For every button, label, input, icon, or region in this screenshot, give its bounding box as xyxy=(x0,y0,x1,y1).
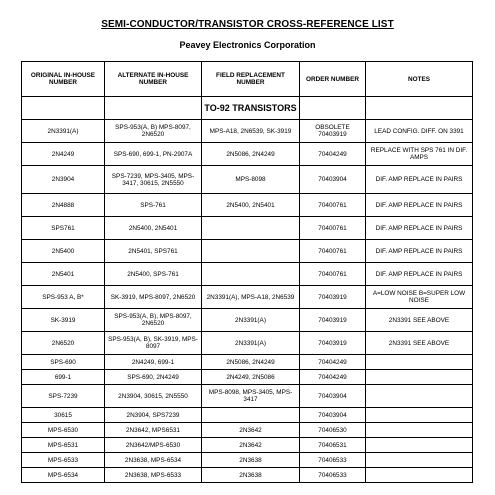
section-empty-cell xyxy=(105,97,202,120)
cell-notes xyxy=(366,438,473,453)
cell-order: 70403904 xyxy=(300,408,366,423)
cell-original: MPS-6533 xyxy=(22,453,105,468)
cell-original: SPS761 xyxy=(22,217,105,240)
cell-alternate: 2N3904, 30615, 2N5550 xyxy=(105,385,202,408)
cell-field: 2N3391(A), MPS-A18, 2N6539 xyxy=(202,286,300,309)
cell-field: 2N5400, 2N5401 xyxy=(202,194,300,217)
cell-notes: LEAD CONFIG. DIFF. ON 3391 xyxy=(366,120,473,143)
cell-alternate: SPS-953(A, B), SK-3919, MPS-8097 xyxy=(105,332,202,355)
table-row xyxy=(22,385,473,408)
section-label: TO-92 TRANSISTORS xyxy=(204,102,297,113)
cell-order: 70403919 xyxy=(300,332,366,355)
cell-alternate: SPS-953(A, B), MPS-8097, 2N6520 xyxy=(105,309,202,332)
cell-order: 70403919 xyxy=(300,309,366,332)
cell-notes xyxy=(366,385,473,408)
cell-notes: 2N3391 SEE ABOVE xyxy=(366,309,473,332)
cell-notes: DIF. AMP REPLACE IN PAIRS xyxy=(366,166,473,194)
cell-field xyxy=(202,217,300,240)
cell-order: OBSOLETE 70403919 xyxy=(300,120,366,143)
section-empty-cell xyxy=(366,97,473,120)
header-original: ORIGINAL IN-HOUSE NUMBER xyxy=(22,62,105,97)
cell-field: MPS-8098 xyxy=(202,166,300,194)
cell-field: 2N3638 xyxy=(202,468,300,483)
cell-original: 699-1 xyxy=(22,370,105,385)
cell-alternate: 2N3642/MPS-6530 xyxy=(105,438,202,453)
cell-notes: DIF. AMP REPLACE IN PAIRS xyxy=(366,263,473,286)
table-row xyxy=(22,453,473,468)
table-row xyxy=(22,286,473,309)
cell-notes xyxy=(366,468,473,483)
document-subtitle: Peavey Electronics Corporation xyxy=(179,40,316,50)
section-empty-cell xyxy=(22,97,105,120)
table-row xyxy=(22,438,473,453)
cell-notes xyxy=(366,408,473,423)
cell-field: MPS-8098, MPS-3405, MPS-3417 xyxy=(202,385,300,408)
cell-order: 70404249 xyxy=(300,355,366,370)
cell-order: 70403904 xyxy=(300,166,366,194)
cell-field: 2N3642 xyxy=(202,438,300,453)
cell-order: 70400761 xyxy=(300,217,366,240)
cell-original: 2N3904 xyxy=(22,166,105,194)
cell-alternate: 2N4249, 699-1 xyxy=(105,355,202,370)
cell-notes: A=LOW NOISE B=SUPER LOW NOISE xyxy=(366,286,473,309)
cell-notes: DIF. AMP REPLACE IN PAIRS xyxy=(366,240,473,263)
cell-original: MPS-6534 xyxy=(22,468,105,483)
cell-original: MPS-6530 xyxy=(22,423,105,438)
cell-order: 70403919 xyxy=(300,286,366,309)
cell-alternate: 2N3904, SPS7239 xyxy=(105,408,202,423)
cell-alternate: 2N5400, 2N5401 xyxy=(105,217,202,240)
cell-field xyxy=(202,240,300,263)
table-row xyxy=(22,143,473,166)
cell-original: 2N6520 xyxy=(22,332,105,355)
cell-order: 70403904 xyxy=(300,385,366,408)
header-alternate: ALTERNATE IN-HOUSE NUMBER xyxy=(105,62,202,97)
cell-field: 2N3638 xyxy=(202,453,300,468)
section-row xyxy=(22,97,473,120)
cell-alternate: SPS-690, 2N4249 xyxy=(105,370,202,385)
cell-alternate: 2N3638, MPS-6533 xyxy=(105,468,202,483)
cell-alternate: SPS-761 xyxy=(105,194,202,217)
table-row xyxy=(22,423,473,438)
table-row xyxy=(22,217,473,240)
cell-notes: DIF. AMP REPLACE IN PAIRS xyxy=(366,194,473,217)
cell-field: MPS-A18, 2N6539, SK-3919 xyxy=(202,120,300,143)
cell-alternate: SPS-690, 699-1, PN-2907A xyxy=(105,143,202,166)
cell-notes xyxy=(366,370,473,385)
cell-order: 70406533 xyxy=(300,453,366,468)
cell-order: 70400761 xyxy=(300,194,366,217)
table-row xyxy=(22,370,473,385)
cell-notes xyxy=(366,423,473,438)
cell-alternate: SPS-7239, MPS-3405, MPS-3417, 30615, 2N5550 xyxy=(105,166,202,194)
cell-field: 2N4249, 2N5086 xyxy=(202,370,300,385)
cell-alternate: SK-3919, MPS-8097, 2N6520 xyxy=(105,286,202,309)
cell-notes: 2N3391 SEE ABOVE xyxy=(366,332,473,355)
cell-field: 2N5086, 2N4249 xyxy=(202,143,300,166)
table-row xyxy=(22,166,473,194)
cell-order: 70406530 xyxy=(300,423,366,438)
cell-original: 2N5400 xyxy=(22,240,105,263)
cell-notes: REPLACE WITH SPS 761 IN DIF. AMPS xyxy=(366,143,473,166)
section-label-cell xyxy=(202,97,300,120)
header-field: FIELD REPLACEMENT NUMBER xyxy=(202,62,300,97)
cell-field xyxy=(202,263,300,286)
cell-alternate: SPS-953(A, B) MPS-8097, 2N6520 xyxy=(105,120,202,143)
table-row xyxy=(22,120,473,143)
cell-original: SK-3919 xyxy=(22,309,105,332)
cell-original: 2N5401 xyxy=(22,263,105,286)
table-header-row xyxy=(22,62,473,97)
cell-field: 2N3642 xyxy=(202,423,300,438)
cell-field: 2N3391(A) xyxy=(202,309,300,332)
cell-notes: DIF. AMP REPLACE IN PAIRS xyxy=(366,217,473,240)
table-row xyxy=(22,332,473,355)
header-notes: NOTES xyxy=(366,62,473,97)
cell-alternate: 2N3638, MPS-6534 xyxy=(105,453,202,468)
section-empty-cell xyxy=(300,97,366,120)
cell-notes xyxy=(366,453,473,468)
table-row xyxy=(22,263,473,286)
cell-order: 70406533 xyxy=(300,468,366,483)
document-title: SEMI-CONDUCTOR/TRANSISTOR CROSS-REFERENCE LIST xyxy=(101,19,394,30)
table-row xyxy=(22,468,473,483)
cell-original: MPS-6531 xyxy=(22,438,105,453)
table-row xyxy=(22,408,473,423)
cell-original: 2N4249 xyxy=(22,143,105,166)
cell-field xyxy=(202,408,300,423)
table-row xyxy=(22,194,473,217)
table-row xyxy=(22,240,473,263)
cell-order: 70404249 xyxy=(300,143,366,166)
cell-original: 30615 xyxy=(22,408,105,423)
cell-original: SPS-7239 xyxy=(22,385,105,408)
cell-order: 70406531 xyxy=(300,438,366,453)
header-order: ORDER NUMBER xyxy=(300,62,366,97)
cell-original: 2N4888 xyxy=(22,194,105,217)
cell-original: 2N3391(A) xyxy=(22,120,105,143)
cell-original: SPS-953 A, B* xyxy=(22,286,105,309)
cell-alternate: 2N5400, SPS-761 xyxy=(105,263,202,286)
cross-reference-table xyxy=(21,61,473,483)
cell-alternate: 2N3642, MPS6531 xyxy=(105,423,202,438)
table-row xyxy=(22,309,473,332)
cell-order: 70404249 xyxy=(300,370,366,385)
cell-original: SPS-690 xyxy=(22,355,105,370)
cell-order: 70400761 xyxy=(300,263,366,286)
table-row xyxy=(22,355,473,370)
cell-order: 70400761 xyxy=(300,240,366,263)
cell-field: 2N5086, 2N4249 xyxy=(202,355,300,370)
cell-field: 2N3391(A) xyxy=(202,332,300,355)
cell-alternate: 2N5401, SPS761 xyxy=(105,240,202,263)
cell-notes xyxy=(366,355,473,370)
